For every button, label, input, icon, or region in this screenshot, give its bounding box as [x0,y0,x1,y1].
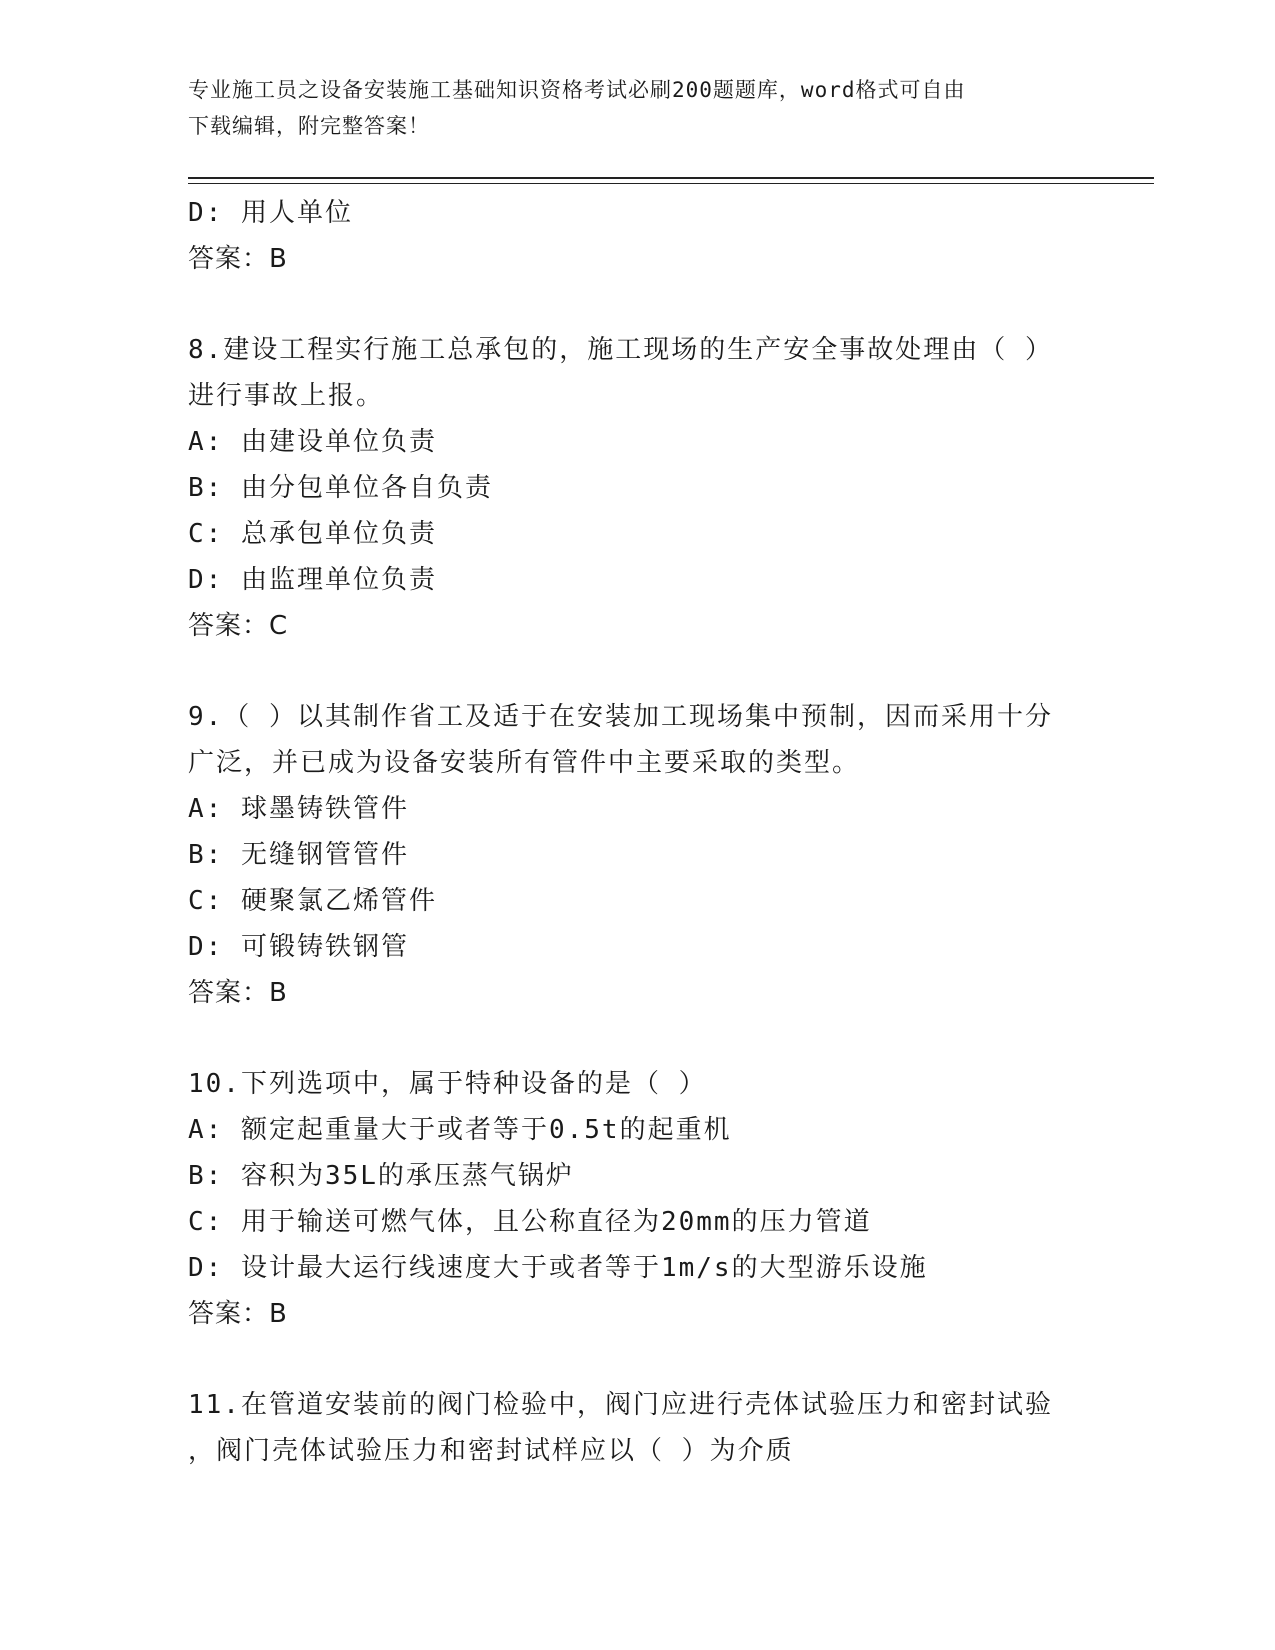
option-c: C: 硬聚氯乙烯管件 [188,886,437,916]
option-c: C: 用于输送可燃气体，且公称直径为20mm的压力管道 [188,1207,872,1237]
document-header [188,72,1068,144]
question-9-text [188,694,1088,786]
option-d: D: 由监理单位负责 [188,565,437,595]
option-d: D: 用人单位 [188,198,353,228]
question-11-text [188,1382,1088,1474]
option-a: A: 额定起重量大于或者等于0.5t的起重机 [188,1115,732,1145]
option-a: A: 由建设单位负责 [188,427,437,457]
header-divider-thin [188,183,1154,184]
question-8-line-2: 进行事故上报。 [188,381,385,411]
option-d: D: 设计最大运行线速度大于或者等于1m/s的大型游乐设施 [188,1253,928,1283]
answer-label: 答案：B [188,1299,288,1329]
answer-label: 答案：C [188,611,289,641]
question-8 [188,327,1088,649]
question-11-line-2: ，阀门壳体试验压力和密封试样应以（ ）为介质 [188,1436,794,1466]
header-line-1: 专业施工员之设备安装施工基础知识资格考试必刷200题题库，word格式可自由 [188,78,966,102]
option-b: B: 由分包单位各自负责 [188,473,493,503]
option-b: B: 无缝钢管管件 [188,840,409,870]
question-11-line-1: 11.在管道安装前的阀门检验中，阀门应进行壳体试验压力和密封试验 [188,1390,1053,1420]
question-7-tail [188,190,1088,282]
question-8-line-1: 8.建设工程实行施工总承包的，施工现场的生产安全事故处理由（ ） [188,335,1053,365]
option-b: B: 容积为35L的承压蒸气锅炉 [188,1161,574,1191]
answer-label: 答案：B [188,978,288,1008]
spacer [188,1016,1088,1061]
question-9-line-2: 广泛，并已成为设备安装所有管件中主要采取的类型。 [188,748,861,778]
option-a: A: 球墨铸铁管件 [188,794,409,824]
option-c: C: 总承包单位负责 [188,519,437,549]
header-divider-thick [188,177,1154,179]
question-9 [188,694,1088,1016]
question-11 [188,1382,1088,1474]
question-10-text: 10.下列选项中，属于特种设备的是（ ） [188,1069,707,1099]
question-10 [188,1061,1088,1337]
spacer [188,1337,1088,1382]
header-line-2: 下载编辑，附完整答案！ [188,114,430,138]
spacer [188,282,1088,327]
question-8-text [188,327,1088,419]
answer-label: 答案：B [188,244,288,274]
option-d: D: 可锻铸铁钢管 [188,932,409,962]
question-list [188,190,1088,1474]
question-9-line-1: 9.（ ）以其制作省工及适于在安装加工现场集中预制，因而采用十分 [188,702,1053,732]
spacer [188,649,1088,694]
